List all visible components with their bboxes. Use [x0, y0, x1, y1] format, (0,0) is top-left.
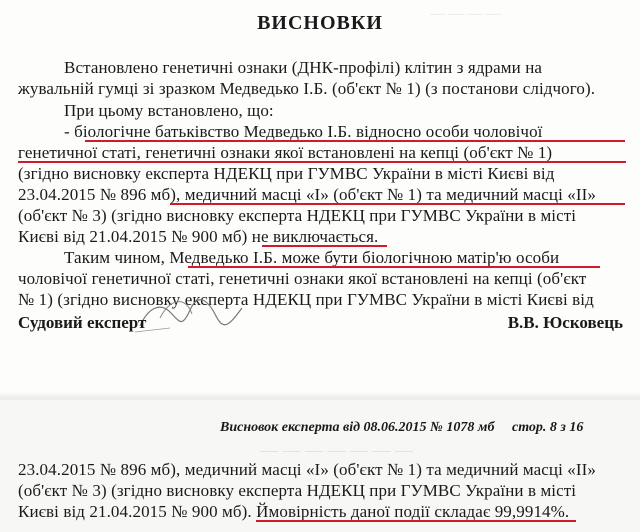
highlight-underline	[18, 161, 626, 163]
paragraph-2-intro: При цьому встановлено, що:	[64, 101, 274, 120]
paragraph-3-line-2: чоловічої генетичної статі, генетичні ознаки якої встановлені на кепці (об'єкт	[18, 269, 587, 288]
signature-label: Судовий експерт	[18, 313, 147, 332]
bleed-through-text: — — — —	[430, 6, 502, 22]
bleed-through-text: — — — — — — —	[260, 440, 413, 460]
expert-name: В.В. Юсковець	[507, 313, 623, 332]
page-2-line-3: Києві від 21.04.2015 № 900 мб). Ймовірність даної події складає 99,9914%.	[18, 502, 570, 521]
paragraph-2-line-4: (згідно висновку експерта НДЕКЦ при ГУМВС України в місті Києві від	[18, 164, 555, 183]
highlight-underline	[170, 203, 625, 205]
paragraph-2-line-7: Києві від 21.04.2015 № 900 мб) не виключається.	[18, 227, 379, 246]
paragraph-1-line-1: Встановлено генетичні ознаки (ДНК-профілі) клітин з ядрами на	[64, 58, 543, 77]
page-2-line-2: (об'єкт № 3) (згідно висновку експерта НДЕКЦ при ГУМВС України в місті	[18, 481, 577, 500]
paragraph-1-line-2: жувальній гумці зі зразком Медведько І.Б. (об'єкт № 1) (з постанови слідчого).	[18, 79, 596, 98]
paragraph-2-line-5: 23.04.2015 № 896 мб), медичний масці «І» (об'єкт № 1) та медичний масці «ІІ»	[18, 185, 597, 204]
highlight-underline	[85, 140, 625, 142]
page-2-line-1: 23.04.2015 № 896 мб), медичний масці «І» (об'єкт № 1) та медичний масці «ІІ»	[18, 460, 597, 479]
paragraph-2-line-2: - біологічне батьківство Медведько І.Б. відносно особи чоловічої	[64, 122, 543, 141]
signature-scribble	[130, 288, 250, 338]
paragraph-3-line-1: Таким чином, Медведько І.Б. може бути біологічною матір'ю особи	[64, 248, 560, 267]
paragraph-2-line-3: генетичної статі, генетичні ознаки якої встановлені на кепці (об'єкт № 1)	[18, 143, 553, 162]
highlight-underline	[188, 266, 600, 268]
document-title: ВИСНОВКИ	[257, 12, 383, 34]
footer-reference: Висновок експерта від 08.06.2015 № 1078 мб	[220, 420, 495, 435]
paragraph-2-line-6: (об'єкт № 3) (згідно висновку експерта НДЕКЦ при ГУМВС України в місті	[18, 206, 577, 225]
highlight-underline	[262, 245, 387, 247]
paragraph-3-line-3: № 1) (згідно висновку експерта НДЕКЦ при ГУМВС України в місті Києві від	[18, 290, 594, 309]
footer-page-number: стор. 8 з 16	[512, 420, 584, 435]
highlight-underline	[256, 520, 576, 522]
